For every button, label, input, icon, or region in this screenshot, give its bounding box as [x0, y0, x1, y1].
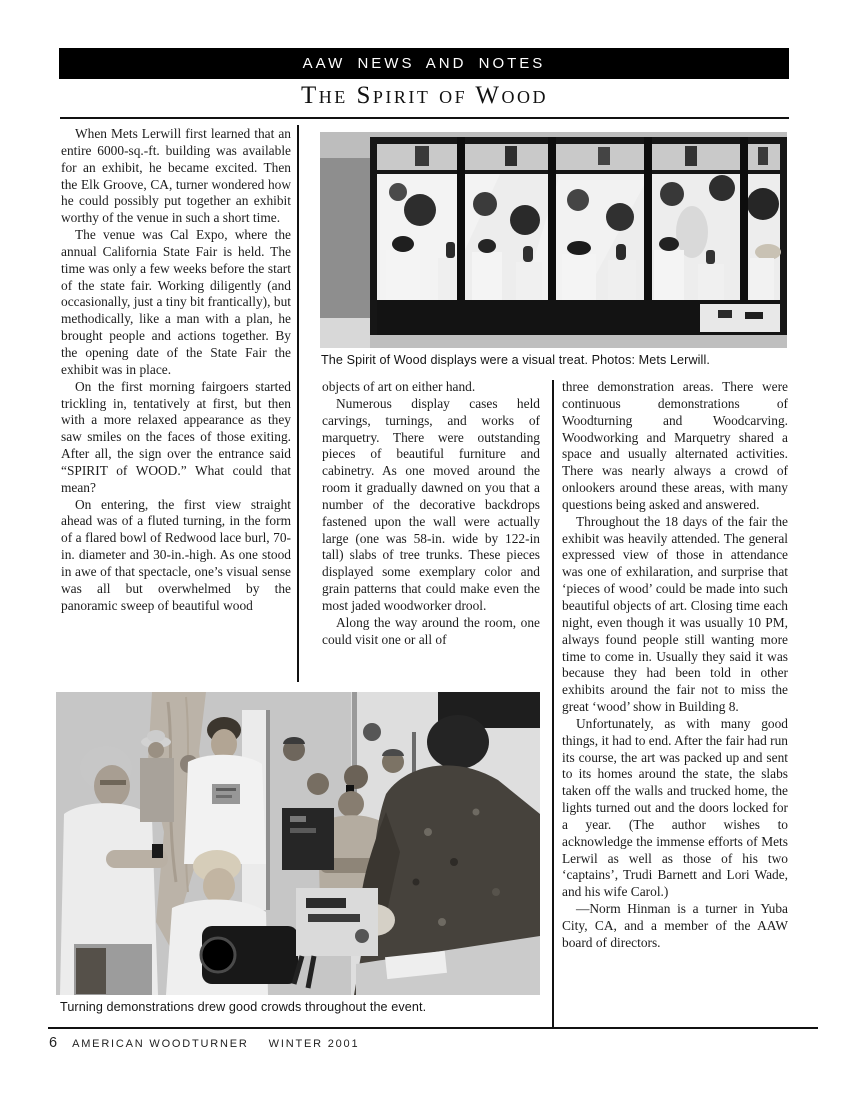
section-header-label: AAW NEWS AND NOTES [302, 55, 546, 72]
article-column-1 [61, 126, 291, 614]
paragraph: Numerous display cases held carvings, turnings, and works of marquetry. There were outstanding pieces of beautiful furniture and cabinetry. As one moved around the room it gradually dawned on you that a number of the decorative backdrops fastened upon the wall were actually large (one was 58-in. wide by 122-in tall) slabs of tree trunks. These pieces displayed some exemplary color and grain patterns that could make even the most jaded woodworker drool. [322, 395, 540, 613]
issue-label: WINTER 2001 [268, 1038, 360, 1050]
display-cases-photo [320, 132, 787, 348]
section-header-bar [59, 48, 789, 79]
paragraph: On entering, the first view straight ahead was of a fluted turning, in the form of a flared bowl of Redwood lace burl, 70-in. diameter and 30-in.-high. As one stood in awe of that spectacle, one’s visual sense was all but overwhelmed by the panoramic sweep of beautiful wood [61, 496, 291, 613]
paragraph: Unfortunately, as with many good things, it had to end. After the fair had run its course, the art was packed up and sent to its homes around the state, the slabs taken off the walls and trucked home, the lights turned out and the doors locked for a year. (The author wishes to acknowledge the immense efforts of Mets Lerwil as well as those of his two ‘captains’, Trudi Barnett and Lori Wade, and his wife Carol.) [562, 715, 788, 900]
bottom-photo-caption: Turning demonstrations drew good crowds throughout the event. [60, 1000, 427, 1014]
page-footer [49, 1035, 359, 1051]
article-column-2 [322, 379, 540, 649]
paragraph: On the first morning fairgoers started trickling in, tentatively at first, but then with a more relaxed appearance as they saw smiles on the faces of those exiting. After all, the sign over the entrance said “SPIRIT of WOOD.” What could that mean? [61, 378, 291, 495]
title-rule [60, 117, 789, 119]
paragraph: —Norm Hinman is a turner in Yuba City, CA, and a member of the AAW board of directors. [562, 901, 788, 950]
journal-name: AMERICAN WOODTURNER [72, 1038, 249, 1050]
page-title: The Spirit of Wood [300, 82, 549, 109]
page-number: 6 [49, 1035, 58, 1051]
paragraph: The venue was Cal Expo, where the annual California State Fair is held. The time was only a few weeks before the start of the state fair. Working diligently (and occasionally, just a tiny bit frantically), but methodically, like a man with a plan, he brought people and actions together. By the opening date of the State Fair the exhibit was in place. [61, 227, 291, 377]
column-divider-2 [552, 380, 554, 1028]
paragraph: Throughout the 18 days of the fair the exhibit was heavily attended. The general expressed view of those in attendance was one of exhilaration, and surprise that ‘pieces of wood’ could be made into such beautiful objects of art. Closing time each night, even though it was usually 10 PM, always found people still wanting more time to come in. Usually they said it was because they had been told in other exhibits around the fair not to miss the great ‘wood’ show in Building 8. [562, 513, 788, 715]
paragraph: three demonstration areas. There were continuous demonstrations of Woodturning and Woodcarving. Woodworking and Marquetry shared a space and usually alternated activities. There was nearly always a crowd of onlookers around these areas, with many questions being asked and answered. [562, 379, 788, 512]
display-cases-illustration [320, 132, 787, 348]
turning-demo-photo [56, 692, 540, 995]
top-photo-caption: The Spirit of Wood displays were a visual treat. Photos: Mets Lerwill. [321, 353, 710, 367]
article-column-3 [562, 379, 788, 952]
paragraph: objects of art on either hand. [322, 379, 476, 394]
footer-rule [48, 1027, 818, 1029]
column-divider-1 [297, 125, 299, 682]
turning-demo-illustration [56, 692, 540, 995]
paragraph: When Mets Lerwill first learned that an entire 6000-sq.-ft. building was available for an exhibit, he became excited. Then the Elk Groove, CA, turner wondered how he could possibly put together an exhibit worthy of the venue in such a short time. [61, 126, 291, 226]
paragraph: Along the way around the room, one could visit one or all of [322, 614, 540, 647]
